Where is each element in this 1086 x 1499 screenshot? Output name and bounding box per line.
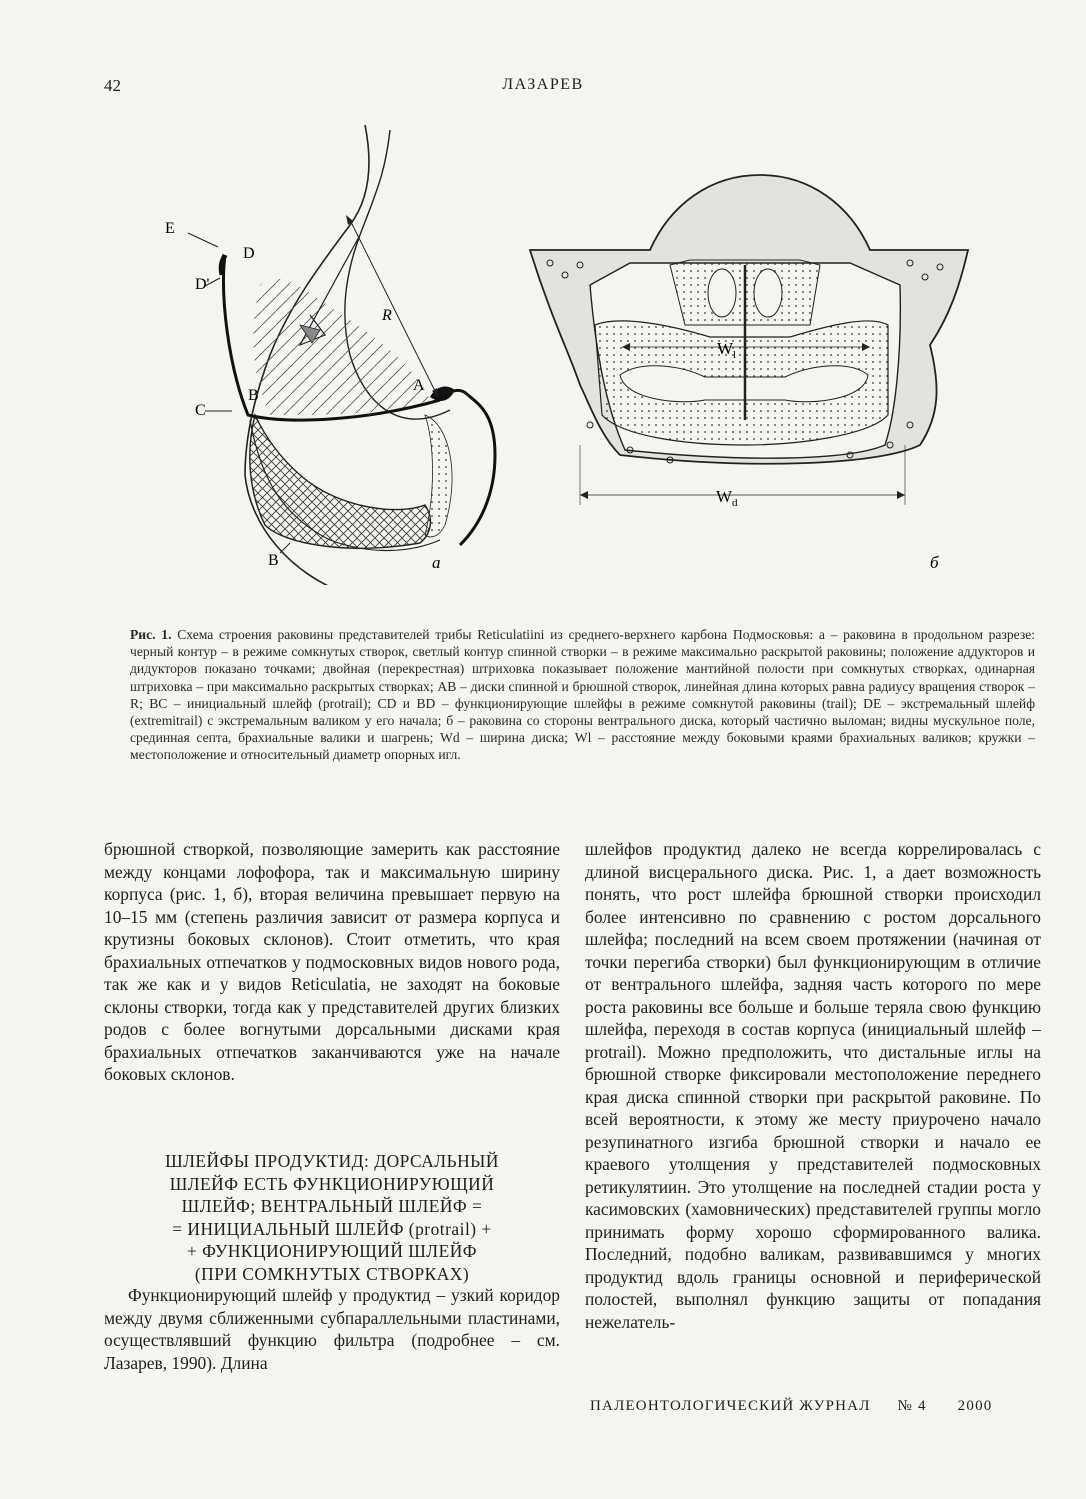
panel-b-drawing (530, 175, 968, 505)
left-column (104, 838, 560, 1086)
heading-line-5: + ФУНКЦИОНИРУЮЩИЙ ШЛЕЙФ (186, 1241, 478, 1261)
section-heading (104, 1150, 560, 1285)
label-D-top: D (243, 245, 255, 262)
right-paragraph: шлейфов продуктид далеко не всегда коррелировалась с длиной висцерального диска. Рис. 1, а дает возможность понять, что рост шлейфа брюшной створки происходил более интенсивно по сравнению с ростом дорсального шлейфа; последний на всем своем протяжении (начиная от точки перегиба створки) был функционирующим в отличие от вентрального шлейфа, задняя часть которого по мере роста раковины все больше и больше теряла свою функцию шлейфа, переходя в состав корпуса (инициальный шлейф – protrail). Можно предположить, что дистальные иглы на брюшной створке фиксировали местоположение переднего края диска спинной створки при раскрытой раковине. По всей вероятности, к этому же месту приурочено начало резупинатного изгиба брюшной створки и начало ее краевого утолщения у представителей подмосковных ретикулятиин. Это утолщение на последней стадии роста у касимовских (хамовнических) представителей группы могло принимать форму хорошо сформированного валика. Последний, подобно валикам, развивавшимся у многих продуктид вдоль границы основной и периферической полостей, выполнял функцию защиты от попадания нежелатель- (585, 839, 1041, 1332)
caption-label: Рис. 1. (130, 627, 172, 642)
heading-line-4: = ИНИЦИАЛЬНЫЙ ШЛЕЙФ (protrail) + (172, 1218, 492, 1239)
label-A: A (413, 377, 425, 394)
label-W1: $W_l$ (717, 339, 737, 361)
heading-line-3: ШЛЕЙФ; ВЕНТРАЛЬНЫЙ ШЛЕЙФ = (181, 1196, 483, 1216)
page-number: 42 (104, 76, 121, 95)
footer-issue: № 4 (897, 1398, 927, 1414)
label-E: E (165, 220, 175, 237)
label-D-prime: D' (195, 276, 210, 293)
label-R: R (382, 307, 392, 324)
label-Wd: $W_d$ (716, 487, 738, 509)
left-paragraph-2: Функционирующий шлейф у продуктид – узкий коридор между двумя сближенными субпараллельными пластинами, осуществлявший функцию фильтра (подробнее – см. Лазарев, 1990). Длина (104, 1285, 560, 1373)
label-B-top: B (248, 387, 259, 404)
heading-line-6: (ПРИ СОМКНУТЫХ СТВОРКАХ) (194, 1263, 470, 1284)
figure-caption (130, 626, 1035, 764)
heading-line-1: ШЛЕЙФЫ ПРОДУКТИД: ДОРСАЛЬНЫЙ (165, 1151, 499, 1171)
left-paragraph-1: брюшной створкой, позволяющие замерить как расстояние между концами лофофора, так и максимальную ширину корпуса (рис. 1, б), вторая величина превышает первую на 10–15 мм (степень различия зависит от размера корпуса и крутизны боковых склонов). Стоит отметить, что края брахиальных отпечатков у подмосковных видов нового рода, так же как и у видов Reticulatia, не заходят на боковые склоны створки, тогда как у представителей других близких родов с более вогнутыми дорсальными дисками края брахиальных отпечатков заканчиваются уже на начале боковых склонов. (104, 839, 560, 1084)
label-panel-a: а (432, 553, 441, 572)
label-panel-b: б (930, 553, 939, 572)
running-head: ЛАЗАРЕВ (502, 76, 584, 93)
figure-1 (150, 115, 980, 585)
footer-year: 2000 (957, 1398, 993, 1414)
right-column (585, 838, 1041, 1333)
figure-drawing (150, 115, 980, 585)
label-C: C (195, 402, 206, 419)
footer-journal: ПАЛЕОНТОЛОГИЧЕСКИЙ ЖУРНАЛ (590, 1398, 871, 1414)
left-column-lower (104, 1284, 560, 1374)
heading-line-2: ШЛЕЙФ ЕСТЬ ФУНКЦИОНИРУЮЩИЙ (169, 1173, 495, 1194)
footer (590, 1398, 1020, 1415)
panel-a-drawing (188, 125, 495, 585)
caption-text: Схема строения раковины представителей трибы Reticulatiini из среднего-верхнего карбона Подмосковья: а – раковина в продольном разрезе: черный контур – в режиме сомкнутых створок, светлый контур спинной створки – в режиме максимально раскрытой раковины; положение аддукторов и дидукторов показано точками; двойная (перекрестная) штриховка показывает положение мантийной полости при сомкнутых створках, одинарная штриховка – при максимально раскрытых створках; AB – диски спинной и брюшной створок, линейная длина которых равна радиусу вращения створок – R; BC – инициальный шлейф (protrail); CD и BD – функционирующие шлейфы в режиме сомкнутой раковины (trail); DE – экстремальный шлейф (extremitrail) с экстремальным валиком у его начала; б – раковина со стороны вентрального диска, который частично выломан; видны мускульное поле, срединная септа, брахиальные валики и шагрень; Wd – ширина диска; Wl – расстояние между боковыми краями брахиальных валиков; кружки – местоположение и относительный диаметр опорных игл. (130, 627, 1035, 763)
label-B-bottom: B (268, 552, 279, 569)
